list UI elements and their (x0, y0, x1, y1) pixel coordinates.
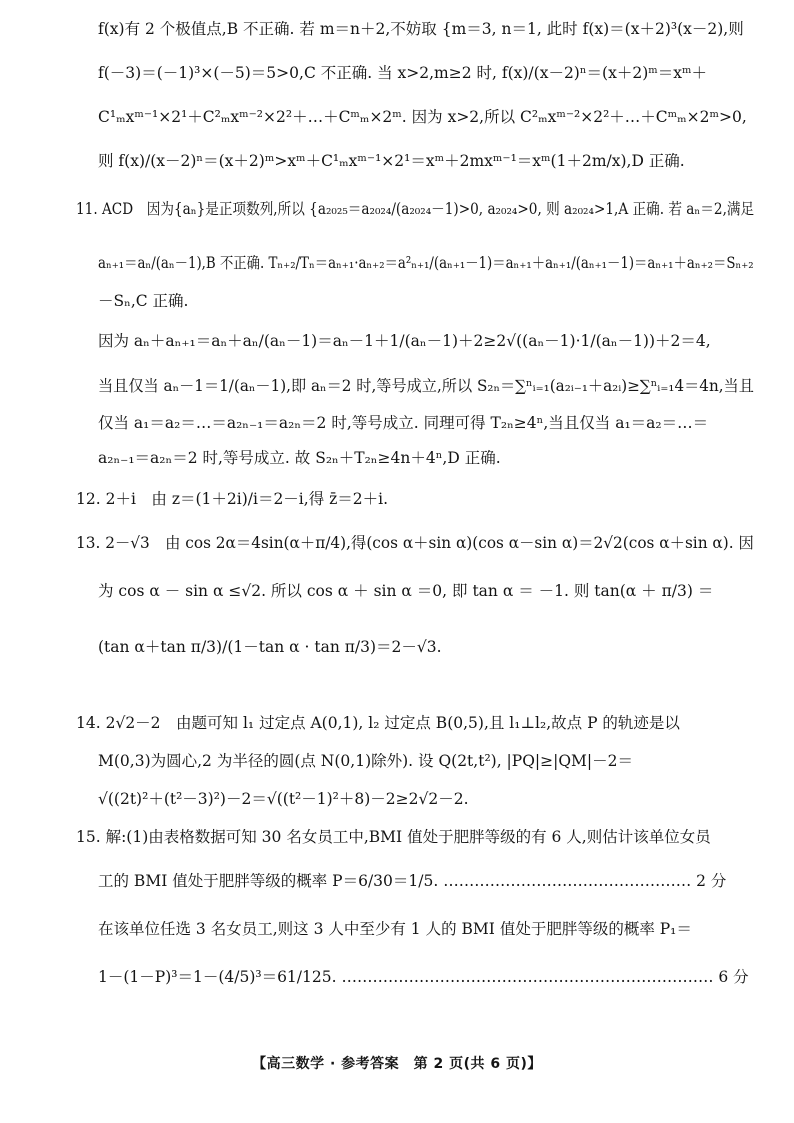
solution-line: 1－(1－P)³＝1－(4/5)³＝61/125. ……………………………………………………………… 6 分 (98, 968, 749, 986)
solution-line: f(－3)＝(－1)³×(－5)＝5>0,C 不正确. 当 x>2,m≥2 时, f(x)/(x－2)ⁿ＝(x＋2)ᵐ＝xᵐ＋ (98, 64, 708, 82)
answer-11: 11. ACD 因为{aₙ}是正项数列,所以 {a₂₀₂₅＝a₂₀₂₄/(a₂₀₂₄－1)>0, a₂₀₂₄>0, 则 a₂₀₂₄>1,A 正确. 若 aₙ＝2,满足 (76, 200, 755, 218)
answer-13: 13. 2－√3 由 cos 2α＝4sin(α＋π/4),得(cos α＋sin α)(cos α－sin α)＝2√2(cos α＋sin α). 因 (76, 534, 754, 552)
solution-line: 工的 BMI 值处于肥胖等级的概率 P＝6/30＝1/5. ………………………………………… 2 分 (98, 872, 727, 890)
solution-line: √((2t)²＋(t²－3)²)－2＝√((t²－1)²＋8)－2≥2√2－2. (98, 790, 469, 808)
solution-line: a₂ₙ₋₁＝a₂ₙ＝2 时,等号成立. 故 S₂ₙ＋T₂ₙ≥4n＋4ⁿ,D 正确. (98, 449, 501, 467)
solution-line: 当且仅当 aₙ－1＝1/(aₙ－1),即 aₙ＝2 时,等号成立,所以 S₂ₙ＝∑ⁿᵢ₌₁(a₂ᵢ₋₁＋a₂ᵢ)≥∑ⁿᵢ₌₁4＝4n,当且 (98, 377, 754, 395)
solution-line: 在该单位任选 3 名女员工,则这 3 人中至少有 1 人的 BMI 值处于肥胖等级的概率 P₁＝ (98, 920, 692, 938)
solution-line: f(x)有 2 个极值点,B 不正确. 若 m＝n＋2,不妨取 {m＝3, n＝1, 此时 f(x)＝(x＋2)³(x－2),则 (98, 20, 744, 38)
solution-line: (tan α＋tan π/3)/(1－tan α · tan π/3)＝2－√3. (98, 638, 442, 656)
answer-14: 14. 2√2－2 由题可知 l₁ 过定点 A(0,1), l₂ 过定点 B(0,5),且 l₁⊥l₂,故点 P 的轨迹是以 (76, 714, 680, 732)
answer-12: 12. 2＋i 由 z＝(1＋2i)/i＝2－i,得 z̄＝2＋i. (76, 490, 389, 508)
solution-line: 因为 aₙ＋aₙ₊₁＝aₙ＋aₙ/(aₙ－1)＝aₙ－1＋1/(aₙ－1)＋2≥2√((aₙ－1)·1/(aₙ－1))＋2＝4, (98, 332, 711, 350)
solution-line: －Sₙ,C 正确. (98, 292, 189, 310)
solution-line: 则 f(x)/(x－2)ⁿ＝(x＋2)ᵐ>xᵐ＋C¹ₘxᵐ⁻¹×2¹＝xᵐ＋2mxᵐ⁻¹＝xᵐ(1＋2m/x),D 正确. (98, 152, 685, 170)
solution-line: C¹ₘxᵐ⁻¹×2¹＋C²ₘxᵐ⁻²×2²＋…＋Cᵐₘ×2ᵐ. 因为 x>2,所以 C²ₘxᵐ⁻²×2²＋…＋Cᵐₘ×2ᵐ>0, (98, 108, 747, 126)
page-footer: 【高三数学 · 参考答案 第 2 页(共 6 页)】 (252, 1056, 542, 1072)
solution-line: 仅当 a₁＝a₂＝…＝a₂ₙ₋₁＝a₂ₙ＝2 时,等号成立. 同理可得 T₂ₙ≥4ⁿ,当且仅当 a₁＝a₂＝…＝ (98, 414, 709, 432)
solution-line: M(0,3)为圆心,2 为半径的圆(点 N(0,1)除外). 设 Q(2t,t²), |PQ|≥|QM|－2＝ (98, 752, 634, 770)
solution-line: aₙ₊₁＝aₙ/(aₙ－1),B 不正确. Tₙ₊₂/Tₙ＝aₙ₊₁·aₙ₊₂＝a²ₙ₊₁/(aₙ₊₁－1)＝aₙ₊₁＋aₙ₊₁/(aₙ₊₁－1)＝aₙ₊₁＋aₙ₊₂＝Sₙ₊₂ (98, 254, 754, 272)
solution-line: 为 cos α － sin α ≤√2. 所以 cos α ＋ sin α ＝0, 即 tan α ＝ －1. 则 tan(α ＋ π/3) ＝ (98, 582, 714, 600)
answer-15: 15. 解:(1)由表格数据可知 30 名女员工中,BMI 值处于肥胖等级的有 6 人,则估计该单位女员 (76, 828, 711, 846)
